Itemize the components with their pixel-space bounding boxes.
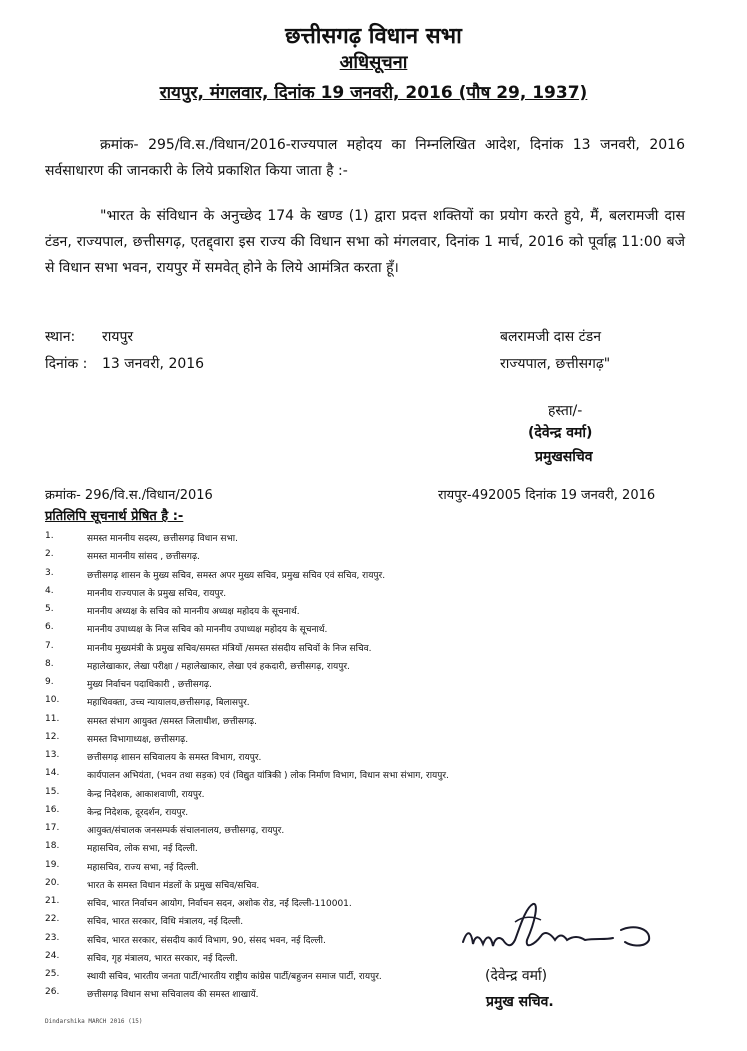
list-item-text: महासचिव, राज्य सभा, नई दिल्ली. [87, 862, 199, 873]
list-item-number: 9. [45, 677, 54, 687]
signatory2-designation: प्रमुख सचिव. [486, 994, 554, 1010]
list-item-number: 10. [45, 695, 60, 706]
list-item-text: आयुक्त/संचालक जनसम्पर्क संचालनालय, छत्तीसगढ़, रायपुर. [87, 826, 285, 836]
handwritten-signature [455, 900, 665, 960]
list-item-number: 13. [45, 750, 60, 760]
governor-designation: राज्यपाल, छत्तीसगढ़" [500, 356, 611, 372]
date-value: 13 जनवरी, 2016 [102, 356, 205, 372]
list-item-text: सचिव, भारत सरकार, संसदीय कार्य विभाग, 90, संसद भवन, नई दिल्ली. [87, 935, 326, 946]
list-item-number: 12. [45, 731, 60, 742]
copy-order-date: रायपुर-492005 दिनांक 19 जनवरी, 2016 [438, 488, 656, 503]
list-item-number: 17. [45, 823, 60, 833]
list-item-number: 24. [45, 950, 60, 961]
list-item-number: 5. [45, 604, 54, 614]
list-item-number: 1. [45, 531, 54, 541]
signatory-designation: प्रमुखसचिव [535, 449, 593, 465]
list-item-number: 19. [45, 859, 60, 870]
list-item-number: 6. [45, 622, 54, 633]
list-item-text: केन्द्र निदेशक, आकाशवाणी, रायपुर. [87, 789, 205, 800]
copy-order-number: क्रमांक- 296/वि.स./विधान/2016 [45, 488, 213, 503]
list-item-text: माननीय उपाध्यक्ष के निज सचिव को माननीय उपाध्यक्ष महोदय के सूचनार्थ. [87, 625, 328, 636]
list-item-number: 18. [45, 841, 60, 852]
page-footer: Dindarshika MARCH 2016 (15) [45, 1018, 143, 1025]
date-label: दिनांक : [45, 356, 88, 372]
list-item-number: 11. [45, 713, 60, 724]
list-item-text: माननीय मुख्यमंत्री के प्रमुख सचिव/समस्त मंत्रियों /समस्त संसदीय सचिवों के निज सचिव. [87, 643, 372, 654]
list-item-text: भारत के समस्त विधान मंडलों के प्रमुख सचिव/सचिव. [87, 880, 260, 891]
place-label: स्थान: [45, 329, 76, 345]
signatory-name: (देवेन्द्र वर्मा) [528, 425, 593, 441]
order-paragraph: क्रमांक- 295/वि.स./विधान/2016-राज्यपाल महोदय का निम्नलिखित आदेश, दिनांक 13 जनवरी, 2016 सर्वसाधारण की जानकारी के लिये प्रकाशित किया जाता है :- [45, 137, 685, 179]
list-item-number: 14. [45, 768, 60, 779]
list-item-number: 16. [45, 804, 60, 815]
list-item-text: महालेखाकार, लेखा परीक्षा / महालेखाकार, लेखा एवं हकदारी, छत्तीसगढ़, रायपुर. [87, 661, 350, 672]
governor-name: बलरामजी दास टंडन [500, 329, 601, 345]
list-item-number: 3. [45, 567, 54, 578]
list-item-number: 23. [45, 932, 60, 943]
signed-mark: हस्ता/- [548, 403, 583, 419]
list-item-number: 20. [45, 877, 60, 888]
list-item-number: 21. [45, 896, 60, 906]
list-item-number: 22. [45, 914, 60, 925]
list-item-text: महासचिव, लोक सभा, नई दिल्ली. [87, 844, 198, 855]
list-item-text: समस्त विभागाध्यक्ष, छत्तीसगढ़. [87, 734, 189, 745]
list-item-text: छत्तीसगढ़ शासन के मुख्य सचिव, समस्त अपर मुख्य सचिव, प्रमुख सचिव एवं सचिव, रायपुर. [87, 570, 386, 581]
list-item-text: कार्यपालन अभियंता, (भवन तथा सड़क) एवं (विद्युत यांत्रिकी ) लोक निर्माण विभाग, विधान सभा संभाग, रायपुर. [87, 771, 449, 782]
list-item-text: माननीय अध्यक्ष के सचिव को माननीय अध्यक्ष महोदय के सूचनार्थ. [87, 607, 300, 617]
list-item-number: 26. [45, 987, 60, 998]
list-item-number: 15. [45, 786, 60, 797]
place-value: रायपुर [102, 329, 134, 345]
list-item-text: माननीय राज्यपाल के प्रमुख सचिव, रायपुर. [87, 588, 227, 599]
list-item-text: केन्द्र निदेशक, दूरदर्शन, रायपुर. [87, 807, 189, 818]
list-item-text: महाधिवक्ता, उच्च न्यायालय,छत्तीसगढ़, बिलासपुर. [87, 698, 250, 709]
list-item-text: छत्तीसगढ़ विधान सभा सचिवालय की समस्त शाखायें. [87, 990, 259, 1001]
list-item-text: समस्त माननीय सांसद , छत्तीसगढ़. [87, 552, 200, 563]
summons-paragraph: "भारत के संविधान के अनुच्छेद 174 के खण्ड (1) द्वारा प्रदत्त शक्तियों का प्रयोग करते हुये, मैं, बलरामजी दास टंडन, राज्यपाल, छत्तीसगढ़, एतद्द्वारा इस राज्य की विधान सभा को मंगलवार, दिनांक 1 मार्च, 2016 को पूर्वाह्न 11:00 बजे से विधान सभा भवन, रायपुर में समवेत् होने के लिये आमंत्रित करता हूँ। [45, 208, 685, 276]
notification-heading: अधिसूचना [339, 52, 408, 73]
list-item-number: 8. [45, 658, 54, 669]
list-item-text: छत्तीसगढ़ शासन सचिवालय के समस्त विभाग, रायपुर. [87, 753, 262, 763]
list-item-number: 7. [45, 640, 54, 651]
dateline: रायपुर, मंगलवार, दिनांक 19 जनवरी, 2016 (पौष 29, 1937) [159, 83, 588, 103]
signatory2-name: (देवेन्द्र वर्मा) [485, 968, 548, 984]
list-item-text: सचिव, भारत सरकार, विधि मंत्रालय, नई दिल्ली. [87, 917, 244, 928]
list-item-text: समस्त संभाग आयुक्त /समस्त जिलाधीश, छत्तीसगढ़. [87, 716, 257, 727]
list-item-number: 4. [45, 585, 54, 596]
list-item-text: मुख्य निर्वाचन पदाधिकारी , छत्तीसगढ़. [87, 680, 212, 690]
distribution-heading: प्रतिलिपि सूचनार्थ प्रेषित है :- [45, 509, 184, 524]
list-item-text: सचिव, गृह मंत्रालय, भारत सरकार, नई दिल्ली. [87, 953, 238, 964]
list-item-number: 2. [45, 549, 54, 560]
list-item-text: समस्त माननीय सदस्य, छत्तीसगढ़ विधान सभा. [87, 534, 238, 544]
list-item-text: स्थायी सचिव, भारतीय जनता पार्टी/भारतीय राष्ट्रीय कांग्रेस पार्टी/बहुजन समाज पार्टी, रायपुर. [87, 972, 382, 982]
page-title: छत्तीसगढ़ विधान सभा [285, 24, 462, 49]
list-item-text: सचिव, भारत निर्वाचन आयोग, निर्वाचन सदन, अशोक रोड, नई दिल्ली-110001. [87, 899, 352, 909]
list-item-number: 25. [45, 969, 60, 979]
